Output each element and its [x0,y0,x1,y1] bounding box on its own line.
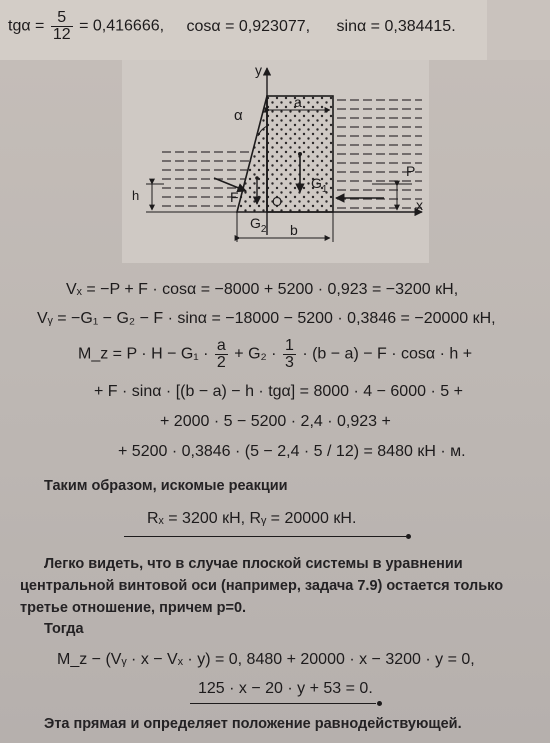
mz-frac-a2 [215,338,228,371]
mz-equation-line3: + 2000 · 5 − 5200 · 2,4 · 0,923 + [160,413,391,430]
label-G1: $G_1$ [311,175,328,195]
line-equation-underline [190,703,376,704]
mz-frac-13 [283,338,296,371]
label-F: F [230,189,239,205]
tg-denominator: 12 [52,26,71,43]
tg-fraction [51,10,73,43]
line-equation-end-dot [377,701,382,706]
label-P: P [406,163,416,179]
line-equation: 125 · x − 20 · y + 53 = 0. [198,680,373,697]
conclusion-text: Эта прямая и определяет положение равнодействующей. [44,716,462,732]
paragraph-line-1: Легко видеть, что в случае плоской системы в уравнении [44,556,463,572]
mz-part-d: · (b − a) − F · cosα · h + [302,345,473,363]
mz-frac-a2-den: 2 [216,354,226,371]
label-alpha: α [234,107,243,124]
tg-lhs: tgα = [8,17,45,35]
vy-equation: Vᵧ = −G₁ − G₂ − F · sinα = −18000 − 5200 · 0,3846 = −20000 кН, [37,310,496,327]
reactions-end-dot [406,534,411,539]
vx-equation: Vₓ = −P + F · cosα = −8000 + 5200 · 0,923 = −3200 кН, [66,281,459,298]
dam-diagram [122,60,429,263]
G1-point [298,152,302,156]
mz-frac-a2-num: a [216,337,226,354]
mz-frac-13-den: 3 [284,354,294,371]
reactions-underline [124,536,406,537]
mz-equation-line2: + F · sinα · [(b − a) − h · tgα] = 8000 · 4 − 6000 · 5 + [94,383,463,400]
G2-point [255,176,259,180]
label-O: O [272,194,283,209]
label-b: b [290,222,298,238]
paragraph-line-2: центральной винтовой оси (например, задача 7.9) остается только [20,578,504,594]
cos-value: cosα = 0,923077, [186,17,311,35]
paragraph-line-3: третье отношение, причем p=0. [20,600,247,616]
sin-value: sinα = 0,384415. [336,17,456,35]
label-x: x [416,197,423,213]
tg-rhs: = 0,416666, [79,17,165,35]
mz-equation-line4: + 5200 · 0,3846 · (5 − 2,4 · 5 / 12) = 8480 кН · м. [118,443,466,460]
mz-part-b: + G₂ · [234,345,277,363]
trig-values-line [8,10,456,43]
central-axis-equation: M_z − (Vᵧ · x − Vₓ · y) = 0, 8480 + 20000 · x − 3200 · y = 0, [57,651,475,668]
water-right-upper [337,100,422,208]
label-a: a [294,94,302,110]
reactions-equation: Rₓ = 3200 кН, Rᵧ = 20000 кН. [147,510,357,527]
thus-text: Таким образом, искомые реакции [44,478,288,494]
label-h: h [132,188,140,203]
mz-frac-13-num: 1 [284,337,294,354]
mz-part-a: M_z = P · H − G₁ · [78,345,209,363]
then-text: Тогда [44,621,84,637]
mz-equation-line1 [78,338,472,371]
label-G2: $G_2$ [250,215,267,235]
tg-numerator: 5 [51,10,73,27]
label-y: y [255,62,262,78]
